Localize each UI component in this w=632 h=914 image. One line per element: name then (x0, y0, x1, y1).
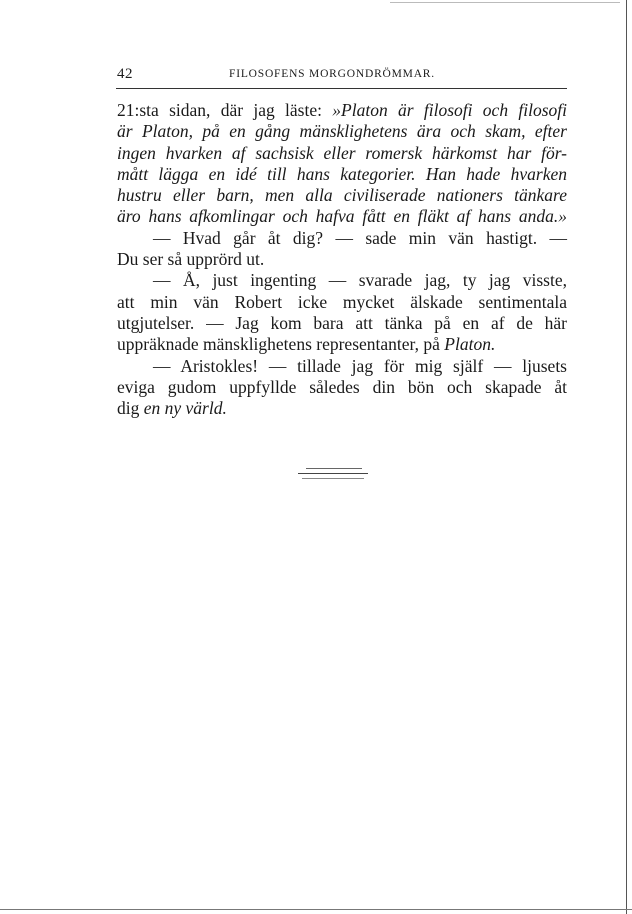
text-line-8: Du ser så upprörd ut. (117, 249, 265, 270)
end-ornament (298, 468, 368, 482)
scan-edge-right (626, 0, 627, 914)
text-line-7: — Hvad går åt dig? — sade min vän hastigt. — (153, 227, 567, 248)
page-number: 42 (117, 66, 133, 82)
text-line-9: — Å, just ingenting — svarade jag, ty jag visste, (153, 270, 567, 291)
body-text (117, 100, 567, 419)
ornament-rule (298, 473, 368, 474)
scan-edge-bottom (0, 909, 632, 910)
text-line-12: uppräknade mänsklighetens representanter, på Platon. (117, 334, 496, 355)
text-line-13: — Aristokles! — tillade jag för mig själf — ljusets (153, 355, 567, 376)
text-line-15: dig en ny värld. (117, 398, 227, 419)
text-line-4: mått lägga en idé till hans kategorier. Han hade hvarken (117, 163, 567, 184)
ornament-rule (302, 478, 364, 479)
text-line-3: ingen hvarken af sachsisk eller romersk härkomst har för- (117, 142, 567, 163)
header-rule (116, 88, 567, 89)
text-line-1: 21:sta sidan, där jag läste: »Platon är filosofi och filosofi (117, 100, 567, 120)
text-line-10: att min vän Robert icke mycket älskade sentimentala (117, 291, 567, 312)
ornament-rule (306, 468, 362, 469)
page-header (117, 66, 567, 86)
running-head: FILOSOFENS MORGONDRÖMMAR. (229, 68, 435, 80)
scan-edge-top (390, 2, 620, 3)
text-line-14: eviga gudom uppfyllde således din bön och skapade åt (117, 376, 567, 397)
text-line-2: är Platon, på en gång mänsklighetens ära och skam, efter (117, 121, 567, 142)
text-line-11: utgjutelser. — Jag kom bara att tänka på en af de här (117, 312, 567, 333)
text-line-6: äro hans afkomlingar och hafva fått en fläkt af hans anda.» (117, 206, 567, 227)
text-line-5: hustru eller barn, men alla civiliserade nationers tänkare (117, 185, 567, 206)
